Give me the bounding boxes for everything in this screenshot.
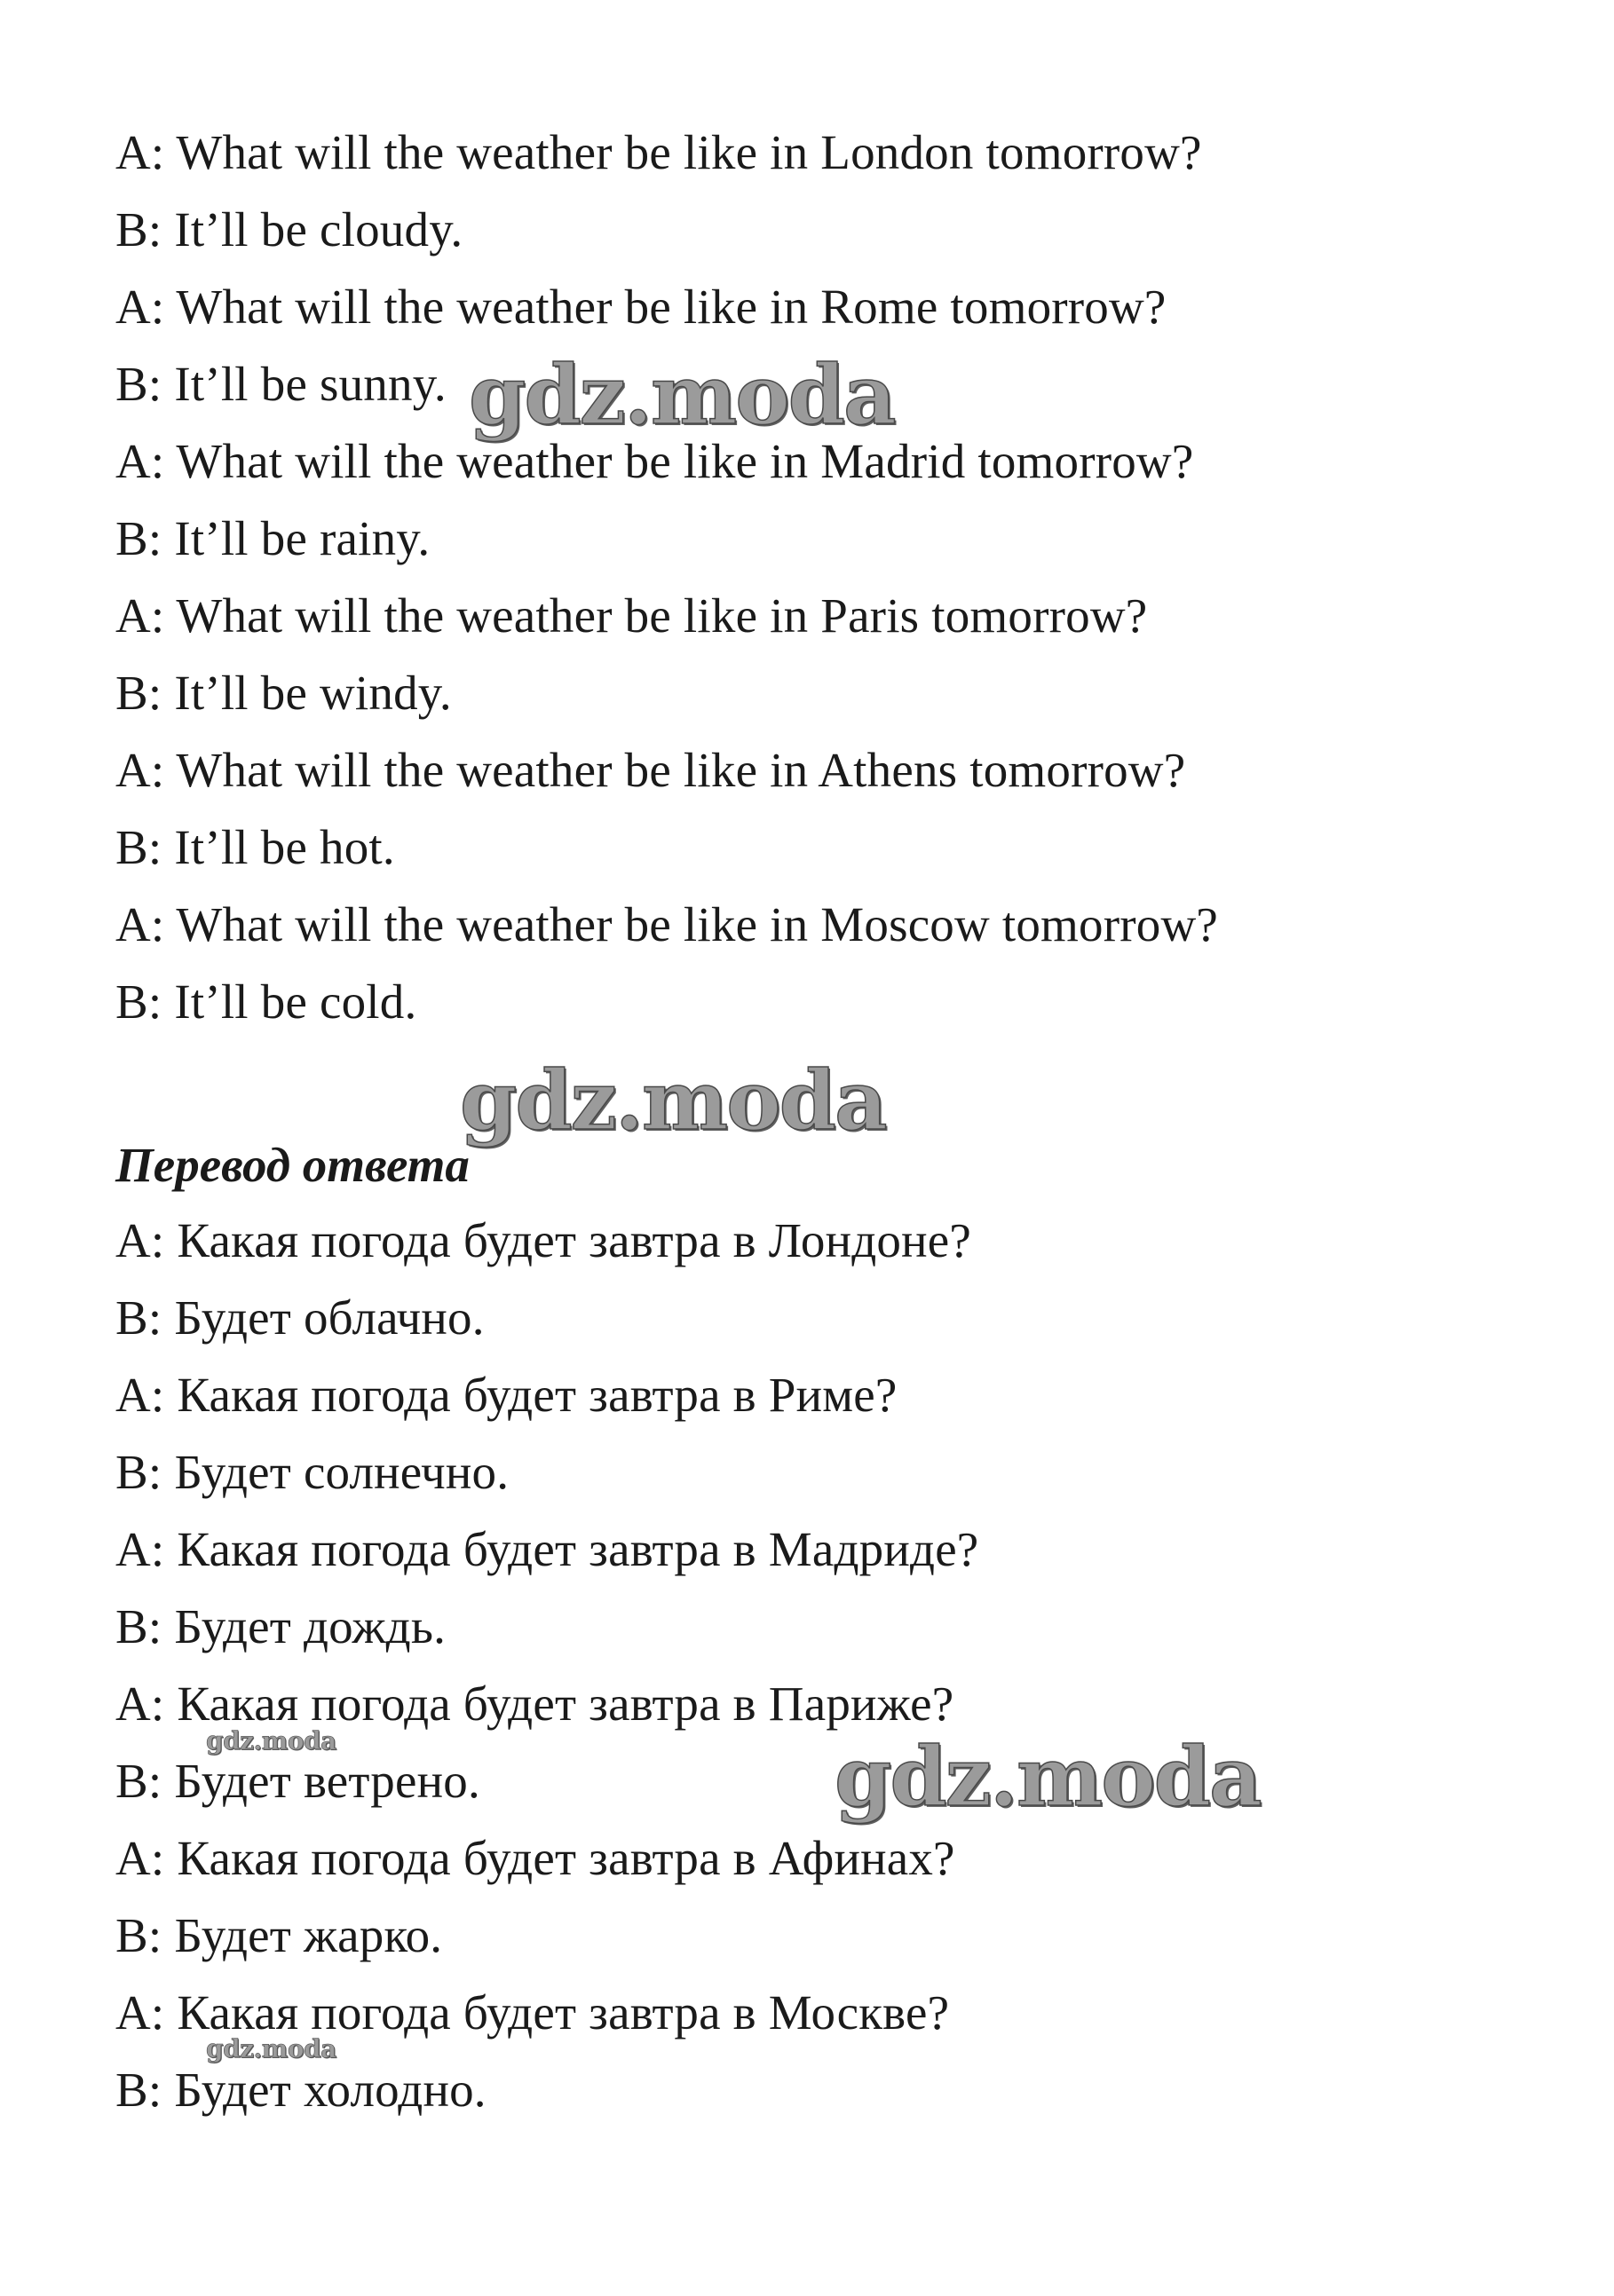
dialogue-line-ru: A: Какая погода будет завтра в Афинах?	[115, 1831, 955, 1885]
dialogue-line-ru: A: Какая погода будет завтра в Риме?	[115, 1368, 898, 1422]
dialogue-line-en: A: What will the weather be like in London tomorrow?	[115, 125, 1202, 179]
watermark-logo-small: gdz.moda	[206, 1726, 336, 1756]
dialogue-line-en: B: It’ll be sunny.	[115, 357, 447, 411]
dialogue-line-en: A: What will the weather be like in Madrid tomorrow?	[115, 434, 1194, 488]
dialogue-line-ru: B: Будет солнечно.	[115, 1445, 510, 1499]
dialogue-line-en: B: It’ll be cold.	[115, 974, 417, 1029]
dialogue-line-en: B: It’ll be windy.	[115, 666, 452, 720]
dialogue-line-en: A: What will the weather be like in Paris tomorrow?	[115, 588, 1148, 643]
dialogue-line-ru: A: Какая погода будет завтра в Лондоне?	[115, 1213, 971, 1267]
dialogue-line-en: B: It’ll be cloudy.	[115, 202, 463, 256]
dialogue-line-ru: B: Будет холодно.	[115, 2063, 487, 2117]
dialogue-line-en: B: It’ll be rainy.	[115, 511, 431, 565]
dialogue-line-en: A: What will the weather be like in Moscow tomorrow?	[115, 897, 1218, 951]
dialogue-line-ru: A: Какая погода будет завтра в Мадриде?	[115, 1522, 979, 1576]
dialogue-line-en: B: It’ll be hot.	[115, 820, 395, 874]
watermark-logo: gdz.moda	[835, 1729, 1261, 1825]
watermark-logo: gdz.moda	[460, 1053, 886, 1148]
dialogue-line-ru: B: Будет облачно.	[115, 1290, 485, 1345]
dialogue-line-ru: A: Какая погода будет завтра в Москве?	[115, 1985, 950, 2040]
translation-heading: Перевод ответа	[115, 1138, 470, 1192]
dialogue-line-ru: A: Какая погода будет завтра в Париже?	[115, 1677, 954, 1731]
dialogue-line-en: A: What will the weather be like in Athens tomorrow?	[115, 743, 1186, 797]
dialogue-line-ru: B: Будет жарко.	[115, 1908, 443, 1962]
dialogue-line-ru: B: Будет ветрено.	[115, 1754, 480, 1808]
watermark-logo: gdz.moda	[469, 347, 895, 443]
dialogue-line-en: A: What will the weather be like in Rome tomorrow?	[115, 280, 1167, 334]
watermark-logo-small: gdz.moda	[206, 2034, 336, 2063]
dialogue-line-ru: B: Будет дождь.	[115, 1599, 447, 1653]
